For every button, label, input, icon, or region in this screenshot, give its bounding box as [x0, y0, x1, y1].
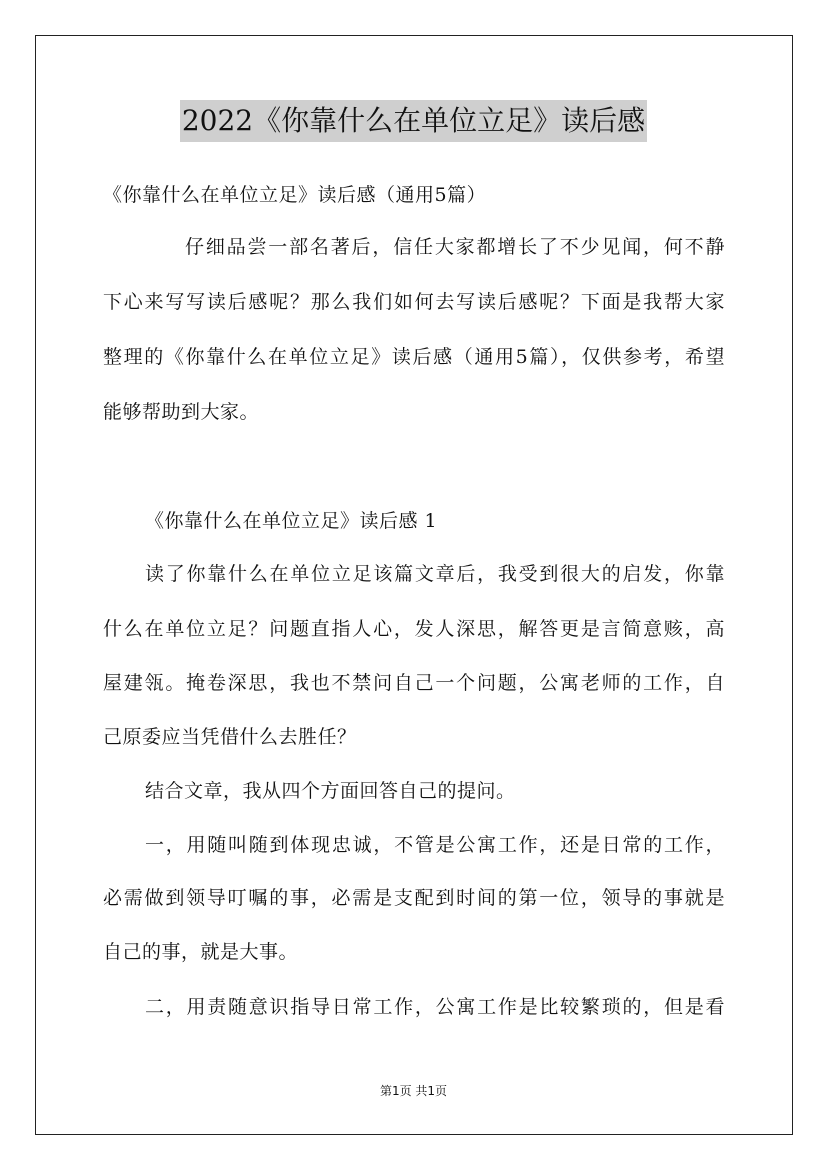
para2: 结合文章，我从四个方面回答自己的提问。 — [145, 780, 516, 802]
intro-line-1: 仔细品尝一部名著后，信任大家都增长了不少见闻，何不静 — [185, 236, 725, 258]
para1-line-3: 屋建瓴。掩卷深思，我也不禁问自己一个问题，公寓老师的工作，自 — [103, 672, 725, 694]
para1-line-1: 读了你靠什么在单位立足该篇文章后，我受到很大的启发，你靠 — [145, 563, 725, 585]
subtitle: 《你靠什么在单位立足》读后感（通用5篇） — [103, 184, 487, 206]
para1-line-2: 什么在单位立足？问题直指人心，发人深思，解答更是言简意赅，高 — [103, 618, 725, 640]
document-title: 2022《你靠什么在单位立足》读后感 — [180, 100, 647, 142]
title-container — [0, 100, 827, 142]
intro-line-2: 下心来写写读后感呢？那么我们如何去写读后感呢？下面是我帮大家 — [103, 291, 725, 313]
para4: 二，用责随意识指导日常工作，公寓工作是比较繁琐的，但是看 — [145, 996, 725, 1018]
para1-line-4: 己原委应当凭借什么去胜任？ — [103, 726, 357, 748]
page-footer: 第1页 共1页 — [379, 1084, 448, 1098]
para3-line-3: 自己的事，就是大事。 — [103, 941, 299, 963]
para3-line-1: 一，用随叫随到体现忠诚，不管是公寓工作，还是日常的工作， — [145, 834, 725, 856]
section-heading: 《你靠什么在单位立足》读后感 1 — [145, 510, 438, 532]
intro-line-3: 整理的《你靠什么在单位立足》读后感（通用5篇），仅供参考，希望 — [103, 346, 725, 368]
para3-line-2: 必需做到领导叮嘱的事，必需是支配到时间的第一位，领导的事就是 — [103, 887, 725, 909]
intro-line-4: 能够帮助到大家。 — [103, 401, 260, 423]
